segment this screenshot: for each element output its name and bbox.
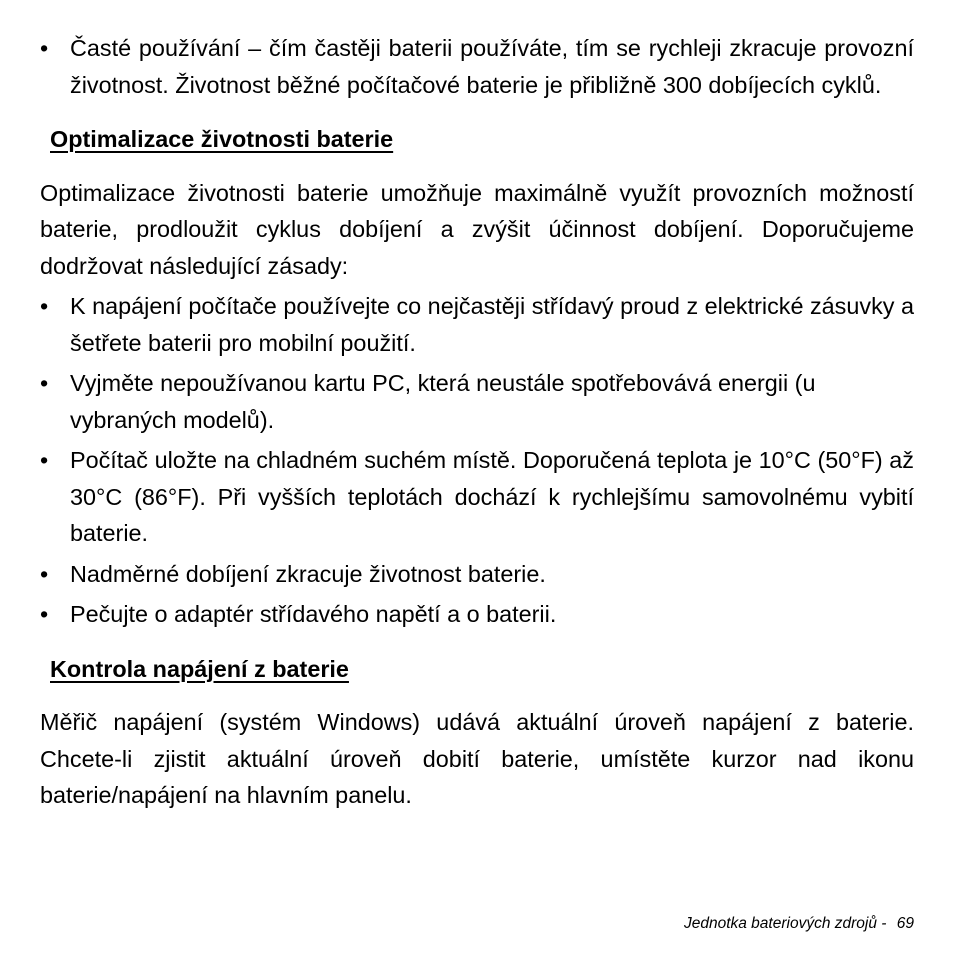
- intro-bullet-list: [40, 30, 914, 103]
- document-page: [40, 30, 914, 814]
- bullet-mark: •: [40, 35, 49, 61]
- list-item-text: Časté používání – čím častěji baterii používáte, tím se rychleji zkracuje provozní životnost. Životnost běžné počítačové baterie je přibližně 300 dobíjecích cyklů.: [70, 35, 914, 98]
- section-heading-power-check: Kontrola napájení z baterie: [50, 655, 349, 682]
- section-heading-wrap: [40, 121, 914, 158]
- list-item: [40, 442, 914, 552]
- section-paragraph-optimization: Optimalizace životnosti baterie umožňuje maximálně využít provozních možností baterie, prodloužit cyklus dobíjení a zvýšit účinnost dobíjení. Doporučujeme dodržovat následující zásady:: [40, 179, 914, 279]
- list-item: [40, 30, 914, 103]
- list-item: [40, 365, 914, 438]
- section-heading-wrap: [40, 651, 914, 688]
- footer-chapter: Jednotka bateriových zdrojů -: [683, 915, 887, 932]
- footer-page-number: 69: [896, 915, 914, 932]
- list-item-text: Pečujte o adaptér střídavého napětí a o baterii.: [70, 601, 557, 627]
- bullet-mark: •: [40, 601, 49, 627]
- optimization-bullet-list: [40, 288, 914, 633]
- section-heading-optimization: Optimalizace životnosti baterie: [50, 126, 394, 152]
- list-item-text: K napájení počítače používejte co nejčastěji střídavý proud z elektrické zásuvky a šetřete baterii pro mobilní použití.: [70, 293, 914, 356]
- bullet-mark: •: [40, 370, 49, 396]
- list-item-text: Počítač uložte na chladném suchém místě. Doporučená teplota je 10°C (50°F) až 30°C (86°F). Při vyšších teplotách dochází k rychlejšímu samovolnému vybití baterie.: [70, 447, 914, 546]
- list-item: [40, 288, 914, 361]
- bullet-mark: •: [40, 447, 49, 473]
- bullet-mark: •: [40, 293, 49, 319]
- list-item-text: Vyjměte nepoužívanou kartu PC, která neustále spotřebovává energii (u vybraných modelů).: [70, 370, 816, 433]
- list-item-text: Nadměrné dobíjení zkracuje životnost baterie.: [70, 560, 546, 587]
- page-footer: [684, 915, 914, 933]
- list-item: [40, 556, 914, 593]
- section-paragraph-power-check: Měřič napájení (systém Windows) udává aktuální úroveň napájení z baterie. Chcete-li zjistit aktuální úroveň dobití baterie, umístěte kurzor nad ikonu baterie/napájení na hlavním panelu.: [40, 709, 914, 808]
- list-item: [40, 596, 914, 633]
- bullet-mark: •: [40, 560, 49, 587]
